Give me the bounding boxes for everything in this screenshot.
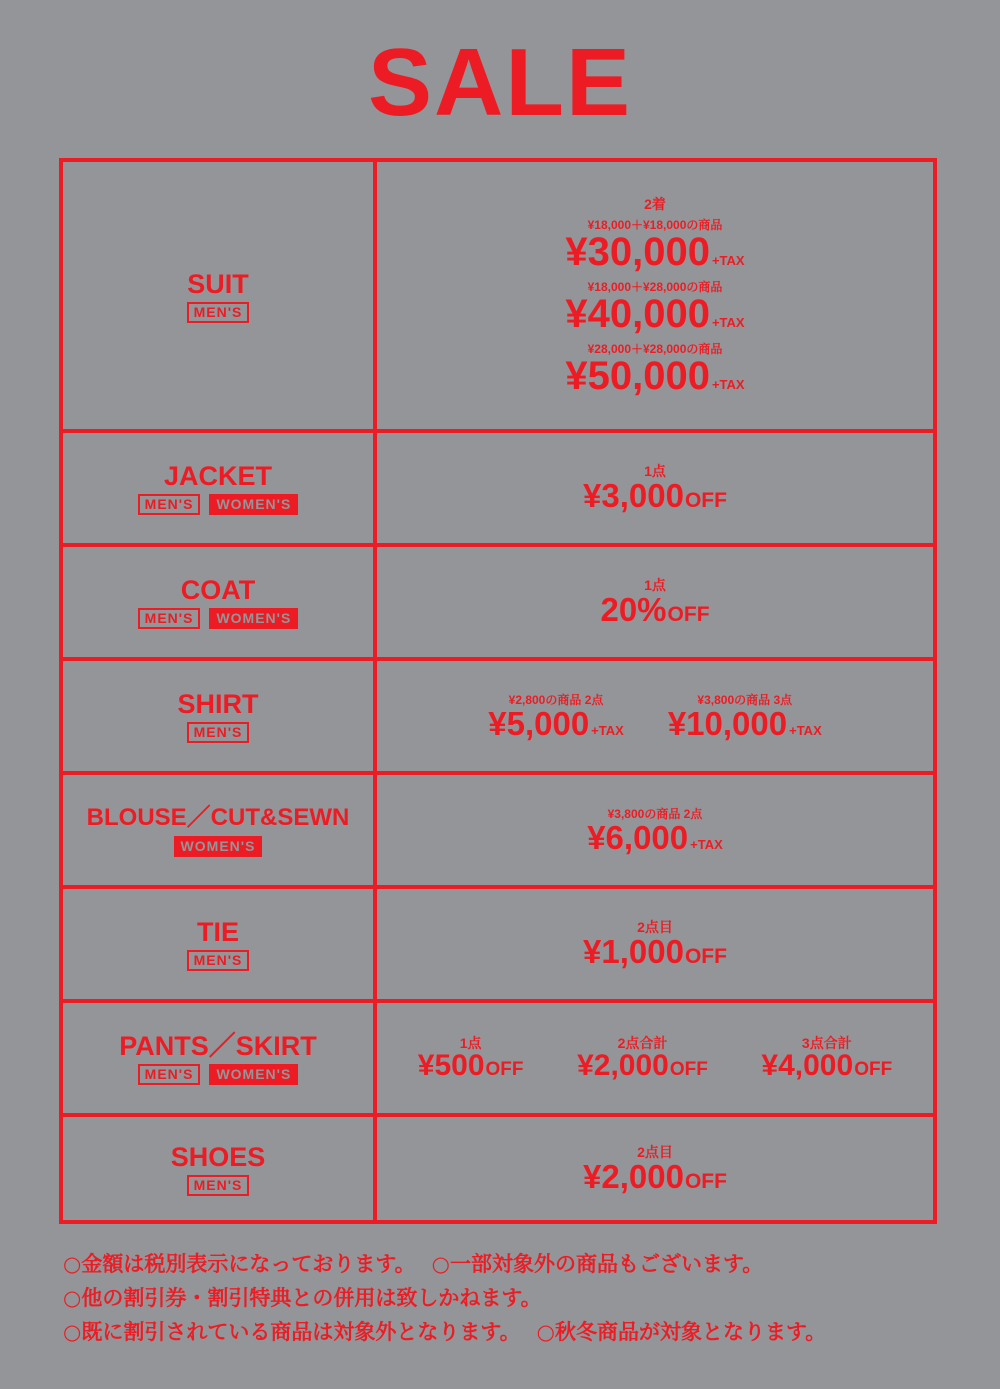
table-row-shirt xyxy=(63,657,933,771)
table-row-pants xyxy=(63,999,933,1113)
price-value: ¥40,000 xyxy=(565,291,710,336)
category-cell xyxy=(63,661,373,771)
sale-table xyxy=(59,158,937,1224)
category-name: COAT xyxy=(180,575,256,605)
note-text: ○既に割引されている商品は対象外となります。 xyxy=(63,1320,521,1344)
off-suffix: OFF xyxy=(684,489,727,512)
table-row-blouse xyxy=(63,771,933,885)
category-cell xyxy=(63,1117,373,1220)
offer-cell xyxy=(377,162,933,429)
price-line xyxy=(587,818,723,856)
tax-suffix: +TAX xyxy=(789,722,822,738)
price-line xyxy=(583,1157,727,1195)
off-suffix: OFF xyxy=(684,1169,727,1193)
price-value: 20% xyxy=(600,591,667,628)
offer-option xyxy=(418,1035,524,1081)
mens-tag: MEN'S xyxy=(187,302,250,323)
category-name: SUIT xyxy=(187,268,249,299)
quantity-label: 1点 xyxy=(644,463,666,479)
offer-cell xyxy=(377,1117,933,1220)
category-name: SHOES xyxy=(170,1141,266,1172)
price-line xyxy=(600,593,709,627)
mens-tag: MEN'S xyxy=(138,608,201,629)
price-line xyxy=(667,704,822,742)
category-cell xyxy=(63,433,373,543)
price-value: ¥6,000 xyxy=(587,818,689,856)
category-cell xyxy=(63,162,373,429)
quantity-label: 2点合計 xyxy=(617,1035,668,1051)
tax-suffix: +TAX xyxy=(711,314,745,330)
note-text: ○秋冬商品が対象となります。 xyxy=(536,1320,827,1344)
condition-label: ¥3,800の商品 3点 xyxy=(697,692,793,707)
offer-cell xyxy=(377,1003,933,1113)
tax-suffix: +TAX xyxy=(690,836,723,852)
condition-label: ¥18,000＋¥18,000の商品 xyxy=(587,217,723,232)
quantity-label: 2点目 xyxy=(637,919,673,935)
quantity-label: 2点目 xyxy=(637,1143,673,1160)
category-cell xyxy=(63,889,373,999)
condition-label: ¥18,000＋¥28,000の商品 xyxy=(587,279,723,294)
price-line xyxy=(418,1051,524,1081)
price-value: ¥2,000 xyxy=(583,1157,684,1195)
tax-suffix: +TAX xyxy=(711,252,745,268)
category-name: TIE xyxy=(196,917,239,947)
womens-tag: WOMEN'S xyxy=(209,1064,298,1085)
off-suffix: OFF xyxy=(485,1059,524,1080)
price-value: ¥3,000 xyxy=(583,477,684,514)
price-line xyxy=(761,1051,892,1081)
price-value: ¥50,000 xyxy=(565,353,710,398)
womens-tag: WOMEN'S xyxy=(174,836,263,857)
condition-label: ¥2,800の商品 2点 xyxy=(508,692,604,707)
notes xyxy=(63,1247,983,1349)
price-line xyxy=(565,353,745,398)
off-suffix: OFF xyxy=(684,945,727,968)
price-line xyxy=(565,291,745,336)
note-line xyxy=(63,1281,983,1315)
category-name: JACKET xyxy=(163,461,272,491)
category-cell xyxy=(63,547,373,657)
price-value: ¥1,000 xyxy=(583,933,684,970)
price-line xyxy=(577,1051,708,1081)
note-text: ○金額は税別表示になっております。 xyxy=(63,1252,416,1276)
price-value: ¥10,000 xyxy=(667,704,788,742)
note-line xyxy=(63,1247,983,1281)
category-name: PANTS／SKIRT xyxy=(119,1031,317,1061)
price-line xyxy=(488,704,624,742)
offer-option xyxy=(577,1035,708,1081)
note-line xyxy=(63,1315,983,1349)
tax-suffix: +TAX xyxy=(711,376,745,392)
mens-tag: MEN'S xyxy=(187,722,250,743)
category-name: BLOUSE／CUT&SEWN xyxy=(86,804,350,831)
offer-cell xyxy=(377,889,933,999)
womens-tag: WOMEN'S xyxy=(209,494,298,515)
mens-tag: MEN'S xyxy=(187,950,250,971)
offer-option xyxy=(761,1035,892,1081)
off-suffix: OFF xyxy=(667,603,710,626)
mens-tag: MEN'S xyxy=(187,1175,250,1196)
price-line xyxy=(583,479,727,513)
table-row-shoes xyxy=(63,1113,933,1220)
offer-option xyxy=(488,693,624,740)
offer-cell xyxy=(377,547,933,657)
page-title: SALE xyxy=(367,29,633,136)
offer-cell xyxy=(377,775,933,885)
mens-tag: MEN'S xyxy=(138,1064,201,1085)
price-value: ¥30,000 xyxy=(565,229,710,274)
table-row-tie xyxy=(63,885,933,999)
quantity-label: 1点 xyxy=(459,1035,482,1051)
womens-tag: WOMEN'S xyxy=(209,608,298,629)
table-row-coat xyxy=(63,543,933,657)
offer-cell xyxy=(377,433,933,543)
price-value: ¥2,000 xyxy=(577,1049,669,1082)
category-name: SHIRT xyxy=(177,689,259,719)
note-text: ○一部対象外の商品もございます。 xyxy=(431,1252,764,1276)
category-cell xyxy=(63,775,373,885)
category-cell xyxy=(63,1003,373,1113)
price-line xyxy=(583,935,727,969)
quantity-label: 2着 xyxy=(644,195,666,212)
table-row-jacket xyxy=(63,429,933,543)
note-text: ○他の割引券・割引特典との併用は致しかねます。 xyxy=(63,1286,542,1310)
offer-cell xyxy=(377,661,933,771)
quantity-label: 1点 xyxy=(644,577,666,593)
price-line xyxy=(565,229,745,274)
offer-option xyxy=(668,693,822,740)
price-value: ¥500 xyxy=(417,1049,485,1082)
table-row-suit xyxy=(63,162,933,429)
price-value: ¥4,000 xyxy=(761,1049,854,1082)
tax-suffix: +TAX xyxy=(591,722,624,738)
mens-tag: MEN'S xyxy=(138,494,201,515)
condition-label: ¥28,000＋¥28,000の商品 xyxy=(587,341,723,356)
off-suffix: OFF xyxy=(669,1059,708,1080)
quantity-label: 3点合計 xyxy=(801,1035,852,1051)
price-value: ¥5,000 xyxy=(488,704,590,742)
condition-label: ¥3,800の商品 2点 xyxy=(607,806,703,821)
off-suffix: OFF xyxy=(854,1059,893,1080)
